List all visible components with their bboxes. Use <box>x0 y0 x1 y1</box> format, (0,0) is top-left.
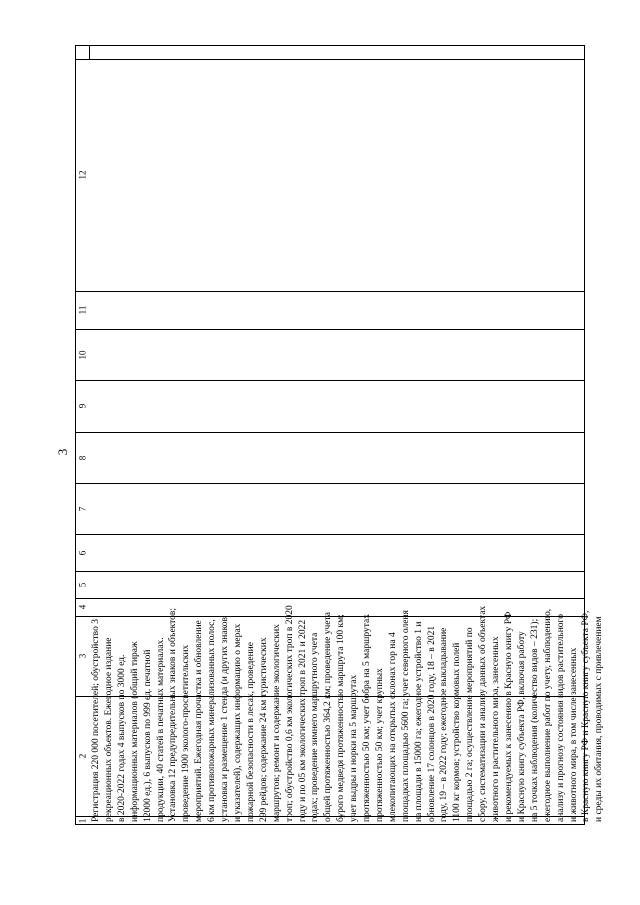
page-number: 3 <box>55 448 70 456</box>
column-header: 2 <box>77 753 88 759</box>
text-line: обновление 17 солонцов в 2020 году, 18 – в 2021 <box>426 625 437 822</box>
text-line: Регистрация 220 000 посетителей; обустройство 3 <box>91 619 101 822</box>
text-line: общей протяженностью 364,2 км; проведение учета <box>323 612 334 822</box>
column-header: 6 <box>77 550 88 555</box>
column-header: 5 <box>77 582 88 587</box>
text-line: троп; обустройство 0,6 км экологических троп в 2020 <box>284 605 295 822</box>
column-12-text <box>90 60 605 822</box>
column-header: 8 <box>77 455 88 460</box>
text-line: сбору, систематизации и анализу данных об объектах <box>478 605 489 822</box>
text-line: мероприятий. Ежегодная прочистка и обновление <box>194 620 205 822</box>
column-header: 9 <box>77 403 88 409</box>
column-header: 1 <box>77 818 88 823</box>
text-line: в Красную книгу РФ и Красную книгу субъекта РФ, <box>581 610 592 822</box>
text-line: 1100 кг кормов; устройство кормовых полей <box>452 642 463 822</box>
text-line: и животного мира, в том числе занесенных <box>568 647 579 822</box>
text-line: на площади в 15000 га; ежегодное устройство 1 и <box>413 621 424 822</box>
column-header: 7 <box>77 506 88 511</box>
text-line: и среды их обитания, проводимых с привлечением <box>594 616 605 822</box>
text-line: учет выдры и норки на 5 маршрутах <box>349 674 360 822</box>
text-line: продукции, 40 статей в печатных материалах. <box>155 637 166 822</box>
column-header: 10 <box>77 350 88 359</box>
text-line: млекопитающих на открытых склонах гор на 4 <box>387 632 398 822</box>
text-line: 299 рейдов; содержание 24 км туристических <box>258 637 269 822</box>
text-line: в 2020-2022 годах 4 выпусков по 3000 ед. <box>116 654 127 822</box>
text-line: пожарной безопасности в лесах, проведение <box>245 642 256 822</box>
text-line: проведение 1900 эколого-просветительских <box>181 644 192 822</box>
rotated-table <box>75 45 605 825</box>
text-line: и Красную книгу субъекта РФ, включая работу <box>516 631 527 822</box>
header-strip-border <box>89 46 90 59</box>
text-line: 12000 ед.), 6 выпусков по 999 ед. печатной <box>142 649 153 822</box>
text-line: анализу и прогнозу состояния видов растительного <box>555 614 566 822</box>
text-line: информационных материалов (общий тираж <box>129 641 140 822</box>
text-line: площадью 2 га; осуществление мероприятий по <box>465 627 476 822</box>
text-line: протяженностью 50 км; учет крупных <box>374 668 385 822</box>
text-line: бурого медведя протяженностью маршрута 100 км; <box>336 614 347 822</box>
text-line: году и по 05 км экологических троп в 2021 и 2022 <box>297 619 308 822</box>
text-line: установка и размещение 1 стенда (и других знаков <box>220 617 231 822</box>
text-line: площадках площадью 5600 га; учет северного оленя <box>400 610 411 822</box>
text-line: Установка 12 предупредительных знаков и объектов; <box>168 607 179 822</box>
column-header: 11 <box>77 305 88 315</box>
text-line: рекреационных объектов. Ежегодное издание <box>103 637 114 822</box>
text-line: 6 км противопожарных минерализованных полос, <box>207 619 218 822</box>
text-line: на 5 точках наблюдения (количество видов – 231); <box>529 618 540 822</box>
text-line: ежегодное выполнение работ по учету, наблюдению, <box>542 608 553 822</box>
column-header: 12 <box>77 170 88 180</box>
column-header: 3 <box>77 653 88 659</box>
text-line: годах; проведение зимнего маршрутного учета <box>310 632 321 822</box>
text-line: маршрутов; ремонт и содержание экологических <box>271 624 282 822</box>
text-line: животного и растительного мира, занесенных <box>491 636 502 822</box>
text-line: и рекомендуемых к занесению в Красную книгу РФ <box>504 611 514 822</box>
text-line: году, 19 – в 2022 году; ежегодное выкладывание <box>439 627 450 822</box>
text-line: и указателей), содержащих информацию о мерах <box>232 623 243 822</box>
text-line: протяженностью 50 км; учет бобра на 5 маршрутах <box>362 613 373 822</box>
column-header: 4 <box>77 604 88 610</box>
